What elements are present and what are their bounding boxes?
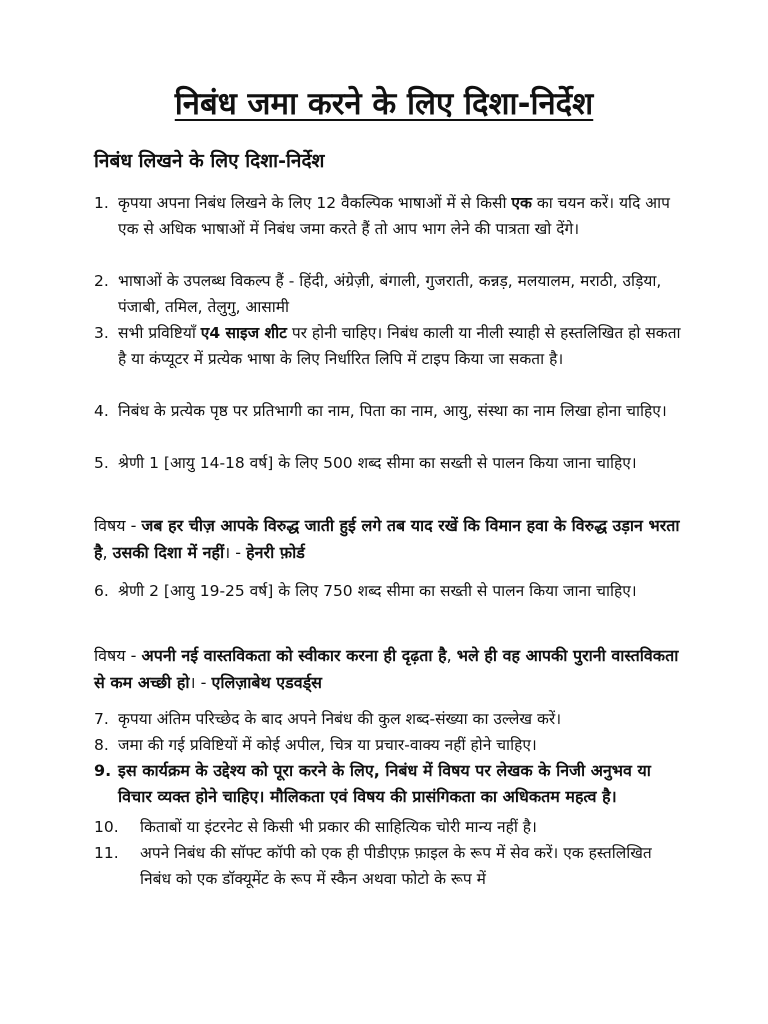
list-item: 11. अपने निबंध की सॉफ्ट कॉपी को एक ही पीडीएफ़ फ़ाइल के रूप में सेव करें। एक हस्तलिखित निबंध को एक डॉक्यूमेंट के रूप में स्कैन अथवा फोटो के रूप में [94,840,684,892]
page-title [0,82,768,126]
list-item: 8. जमा की गई प्रविष्टियों में कोई अपील, चित्र या प्रचार-वाक्य नहीं होने चाहिए। [94,732,684,758]
list-item: 4. निबंध के प्रत्येक पृष्ठ पर प्रतिभागी का नाम, पिता का नाम, आयु, संस्था का नाम लिखा होना चाहिए। [94,398,684,450]
list-number: 11. [94,844,119,862]
guidelines-list-2 [94,578,684,604]
list-item: 6. श्रेणी 2 [आयु 19-25 वर्ष] के लिए 750 शब्द सीमा का सख्ती से पालन किया जाना चाहिए। [94,578,684,604]
list-item: 3. सभी प्रविष्टियाँ ए4 साइज शीट पर होनी चाहिए। निबंध काली या नीली स्याही से हस्तलिखित हो सकता है या कंप्यूटर में प्रत्येक भाषा के लिए निर्धारित लिपि में टाइप किया जा सकता है। [94,320,684,398]
list-item: 1. कृपया अपना निबंध लिखने के लिए 12 वैकल्पिक भाषाओं में से किसी एक का चयन करें। यदि आप एक से अधिक भाषाओं में निबंध जमा करते हैं तो आप भाग लेने की पात्रता खो देंगे। [94,190,684,268]
topic-2: विषय - अपनी नई वास्तविकता को स्वीकार करना ही दृढ़ता है, भले ही वह आपकी पुरानी वास्तविकता से कम अच्छी हो। - एलिज़ाबेथ एडवर्ड्स [94,646,679,692]
topic-1: विषय - जब हर चीज़ आपके विरुद्ध जाती हुई लगे तब याद रखें कि विमान हवा के विरुद्ध उड़ान भरता है, उसकी दिशा में नहीं। - हेनरी फ़ोर्ड [94,516,680,562]
list-number: 1. [94,194,109,212]
list-item: 2. भाषाओं के उपलब्ध विकल्प हैं - हिंदी, अंग्रेज़ी, बंगाली, गुजराती, कन्नड़, मलयालम, मराठी, उड़िया, पंजाबी, तमिल, तेलुगु, आसामी [94,268,684,320]
list-number: 10. [94,818,119,836]
list-number: 2. [94,272,109,290]
page-title-text: निबंध जमा करने के लिए दिशा-निर्देश [174,86,594,122]
section-heading: निबंध लिखने के लिए दिशा-निर्देश [94,150,325,172]
list-item: 7. कृपया अंतिम परिच्छेद के बाद अपने निबंध की कुल शब्द-संख्या का उल्लेख करें। [94,706,684,732]
list-number: 4. [94,402,109,420]
list-item: 10. किताबों या इंटरनेट से किसी भी प्रकार की साहित्यिक चोरी मान्य नहीं है। [94,814,684,840]
list-number: 3. [94,324,109,342]
list-number: 6. [94,582,109,600]
list-number: 8. [94,736,109,754]
list-number: 7. [94,710,109,728]
list-number: 5. [94,454,109,472]
guidelines-list-1 [94,190,684,502]
list-item-emphasis: 9. इस कार्यक्रम के उद्देश्य को पूरा करने के लिए, निबंध में विषय पर लेखक के निजी अनुभव या विचार व्यक्त होने चाहिए। मौलिकता एवं विषय की प्रासंगिकता का अधिकतम महत्व है। [94,758,684,810]
guidelines-list-3 [94,706,684,892]
list-item: 5. श्रेणी 1 [आयु 14-18 वर्ष] के लिए 500 शब्द सीमा का सख्ती से पालन किया जाना चाहिए। [94,450,684,502]
list-number: 9. [94,761,112,780]
